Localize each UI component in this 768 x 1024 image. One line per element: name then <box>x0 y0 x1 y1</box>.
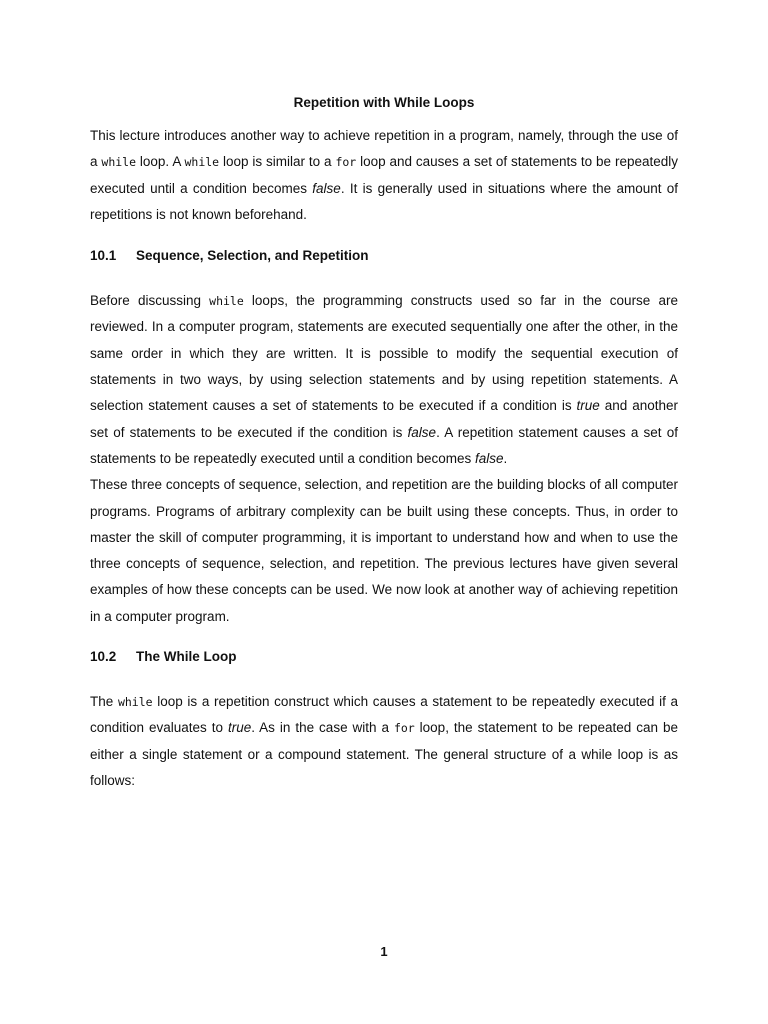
code-keyword: for <box>335 155 357 170</box>
text-run: loop. A <box>136 154 185 170</box>
section-heading <box>90 246 678 266</box>
section-paragraph <box>90 288 678 472</box>
text-run: . It is generally used in situations where the amount of repetitions is not known beforehand. <box>90 180 679 222</box>
code-keyword: while <box>209 294 244 309</box>
text-run: Before discussing <box>90 293 210 309</box>
page-number: 1 <box>380 944 388 959</box>
text-run: loop and causes a set of statements to be repeatedly executed until a condition becomes <box>90 154 678 196</box>
text-run: The <box>90 694 118 710</box>
intro-paragraph <box>90 123 678 228</box>
italic-term: false <box>475 450 504 466</box>
section-number: 10.1 <box>90 248 117 264</box>
section-paragraph: These three concepts of sequence, selection, and repetition are the building blocks of all computer programs. Programs of arbitrary complexity can be built using these concepts. Thus, in order to master the skill of computer programming, it is important to understand how and when to use the three concepts of sequence, selection, and repetition. The previous lectures have given several examples of how these concepts can be used. We now look at another way of achieving repetition in a computer program. <box>90 477 678 624</box>
text-run: . As in the case with a <box>251 720 394 736</box>
text-run: loop is a repetition construct which causes a statement to be repeatedly executed if a condition evaluates to <box>90 694 679 736</box>
text-run: . <box>503 450 508 466</box>
code-keyword: for <box>393 721 415 736</box>
text-run: and another set of statements to be executed if the condition is <box>90 398 679 440</box>
italic-term: false <box>407 424 437 440</box>
section-title: The While Loop <box>136 649 237 665</box>
section-heading <box>90 647 678 667</box>
text-run: loops, the programming constructs used so far in the course are reviewed. In a computer program, statements are executed sequentially one after the other, in the same order in which they are written. It is possible to modify the sequential execution of statements in two ways, by using selection statements and by using repetition statements. A selection statement causes a set of statements to be executed if a condition is <box>90 293 678 414</box>
page-content <box>90 93 678 794</box>
text-run: This lecture introduces another way to achieve repetition in a program, namely, through the use of a <box>90 128 678 170</box>
code-keyword: while <box>184 155 220 170</box>
section-number: 10.2 <box>90 649 117 665</box>
code-keyword: while <box>117 695 153 710</box>
section-paragraph <box>90 689 678 794</box>
text-run: . A repetition statement causes a set of statements to be repeatedly executed until a condition becomes <box>90 424 678 466</box>
text-run: loop, the statement to be repeated can be either a single statement or a compound statement. The general structure of a while loop is as follows: <box>90 720 678 788</box>
page-title: Repetition with While Loops <box>293 95 475 110</box>
text-run: loop is similar to a <box>219 154 336 170</box>
code-keyword: while <box>101 155 137 170</box>
italic-term: false <box>312 180 341 196</box>
section-title: Sequence, Selection, and Repetition <box>136 248 369 264</box>
italic-term: true <box>576 398 600 414</box>
italic-term: true <box>227 720 252 736</box>
